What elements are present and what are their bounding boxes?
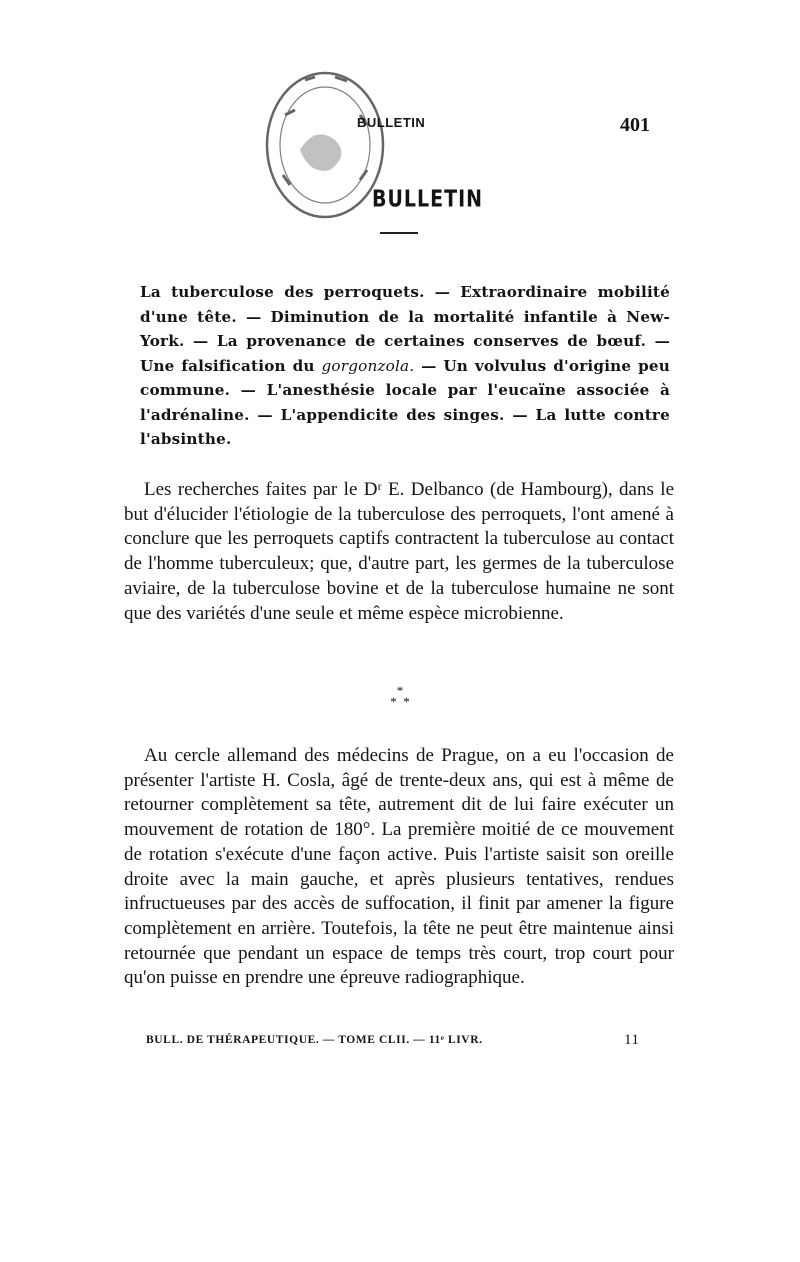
running-title: BULLETIN [357, 115, 426, 130]
summary-text-2: — Un volvulus d'origine peu commune. — L'anesthésie locale par l'eucaïne associée à l'adrénaline. — L'appendicite des singes. — La lutte contre l'absinthe. [140, 356, 671, 448]
paragraph-head-rotation: Au cercle allemand des médecins de Prague, on a eu l'occasion de présenter l'artiste H. Cosla, âgé de trente-deux ans, qui est à même de retourner complètement sa tête, autrement dit de lui faire exécuter un mouvement de rotation de 180°. La première moitié de ce mouvement de rotation s'exécute d'une façon active. Puis l'artiste saisit son oreille droite avec la main gauche, et après plusieurs tentatives, rendues infructueuses par des accès de suffocation, il finit par amener la figure complètement en arrière. Toutefois, la tête ne peut être maintenue ainsi retournée que pendant un espace de temps très court, trop court pour qu'on puisse en prendre une épreuve radiographique. [124, 745, 674, 989]
footer-signature [146, 1034, 652, 1046]
page-number: 401 [620, 114, 650, 136]
section-title: BULLETIN [372, 186, 484, 213]
section-summary [140, 280, 670, 452]
paragraph-tuberculosis: Les recherches faites par le Dʳ E. Delbanco (de Hambourg), dans le but d'élucider l'étiologie de la tuberculose des perroquets, l'ont amené à conclure que les perroquets captifs contractent la tuberculose au contact de l'homme tuberculeux; que, d'autre part, les germes de la tuberculose aviaire, de la tuberculose bovine et de la tuberculose humaine ne sont que des variétés d'une seule et même espèce microbienne. [124, 479, 674, 624]
footer-text: BULL. DE THÉRAPEUTIQUE. — TOME CLII. — 11ᵉ LIVR. [146, 1034, 483, 1046]
sheet-number: 11 [624, 1032, 640, 1048]
title-rule [380, 232, 418, 234]
asterism-divider: * * * [390, 683, 410, 709]
summary-italic: gorgonzola. [321, 356, 415, 375]
summary-text-1: La tuberculose des perroquets. — Extraordinaire mobilité d'une tête. — Diminution de la mortalité infantile à New-York. — La provenance de certaines conserves de bœuf. — Une falsification du [140, 283, 670, 375]
